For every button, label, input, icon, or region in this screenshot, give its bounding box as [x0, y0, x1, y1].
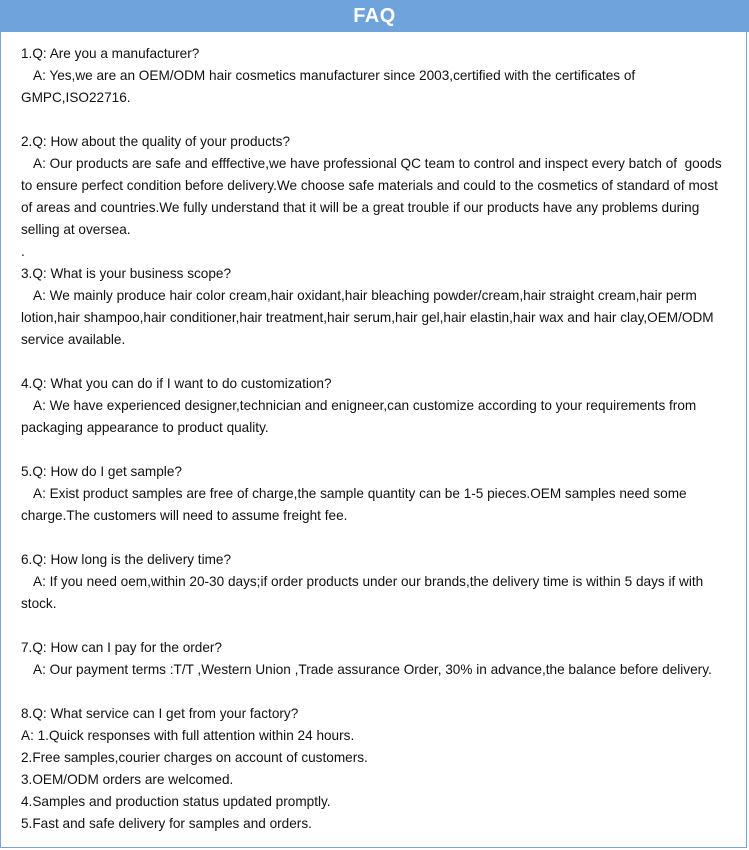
faq-answer-line: A: If you need oem,within 20-30 days;if order products under our brands,the delivery time is within 5 days if with	[33, 574, 704, 589]
faq-question: 2.Q: How about the quality of your products?	[21, 134, 291, 149]
faq-question: 3.Q: What is your business scope?	[21, 266, 232, 281]
spacer	[21, 615, 733, 637]
faq-item-2	[21, 131, 733, 241]
faq-answer-line: 5.Fast and safe delivery for samples and orders.	[21, 816, 312, 831]
faq-answer-line: GMPC,ISO22716.	[21, 90, 131, 105]
faq-answer-line: A: Yes,we are an OEM/ODM hair cosmetics manufacturer since 2003,certified with the certificates of	[33, 68, 636, 83]
faq-content	[21, 43, 733, 835]
faq-answer-line: packaging appearance to product quality.	[21, 420, 269, 435]
separator-dot: .	[21, 244, 25, 259]
faq-answer-line: 2.Free samples,courier charges on account of customers.	[21, 750, 368, 765]
faq-answer-line: A: Exist product samples are free of charge,the sample quantity can be 1-5 pieces.OEM samples need some	[33, 486, 687, 501]
faq-question: 7.Q: How can I pay for the order?	[21, 640, 222, 655]
faq-answer-line: lotion,hair shampoo,hair conditioner,hair treatment,hair serum,hair gel,hair elastin,hair wax and hair clay,OEM/ODM	[21, 310, 714, 325]
faq-item-3	[21, 263, 733, 351]
faq-answer-line: stock.	[21, 596, 57, 611]
faq-question: 6.Q: How long is the delivery time?	[21, 552, 232, 567]
faq-header-bar	[0, 0, 749, 32]
faq-answer-line: service available.	[21, 332, 126, 347]
faq-answer-line: charge.The customers will need to assume freight fee.	[21, 508, 348, 523]
faq-answer-line: selling at oversea.	[21, 222, 131, 237]
faq-item-1	[21, 43, 733, 109]
faq-question: 8.Q: What service can I get from your factory?	[21, 706, 299, 721]
spacer	[21, 527, 733, 549]
faq-answer-line: A: Our payment terms :T/T ,Western Union ,Trade assurance Order, 30% in advance,the balance before delivery.	[33, 662, 712, 677]
faq-question: 4.Q: What you can do if I want to do customization?	[21, 376, 332, 391]
faq-answer-line: 4.Samples and production status updated promptly.	[21, 794, 331, 809]
faq-question: 5.Q: How do I get sample?	[21, 464, 182, 479]
spacer	[21, 439, 733, 461]
faq-answer-line: of areas and countries.We fully understand that it will be a great trouble if our products have any problems during	[21, 200, 700, 215]
faq-question: 1.Q: Are you a manufacturer?	[21, 46, 200, 61]
faq-answer-line: A: We mainly produce hair color cream,hair oxidant,hair bleaching powder/cream,hair straight cream,hair perm	[33, 288, 697, 303]
spacer	[21, 681, 733, 703]
faq-item-5	[21, 461, 733, 527]
spacer	[21, 351, 733, 373]
spacer	[21, 109, 733, 131]
faq-item-6	[21, 549, 733, 615]
faq-item-4	[21, 373, 733, 439]
faq-answer-line: 3.OEM/ODM orders are welcomed.	[21, 772, 234, 787]
faq-answer-line: A: We have experienced designer,technician and enigneer,can customize according to your requirements from	[33, 398, 697, 413]
faq-answer-line: A: Our products are safe and efffective,we have professional QC team to control and inspect every batch of goods	[33, 156, 722, 171]
page-title: FAQ	[353, 4, 396, 27]
faq-answer-line: to ensure perfect condition before delivery.We choose safe materials and could to the cosmetics of standard of most	[21, 178, 718, 193]
faq-answer-line: A: 1.Quick responses with full attention within 24 hours.	[21, 728, 355, 743]
faq-item-8	[21, 703, 733, 835]
faq-item-7	[21, 637, 733, 681]
